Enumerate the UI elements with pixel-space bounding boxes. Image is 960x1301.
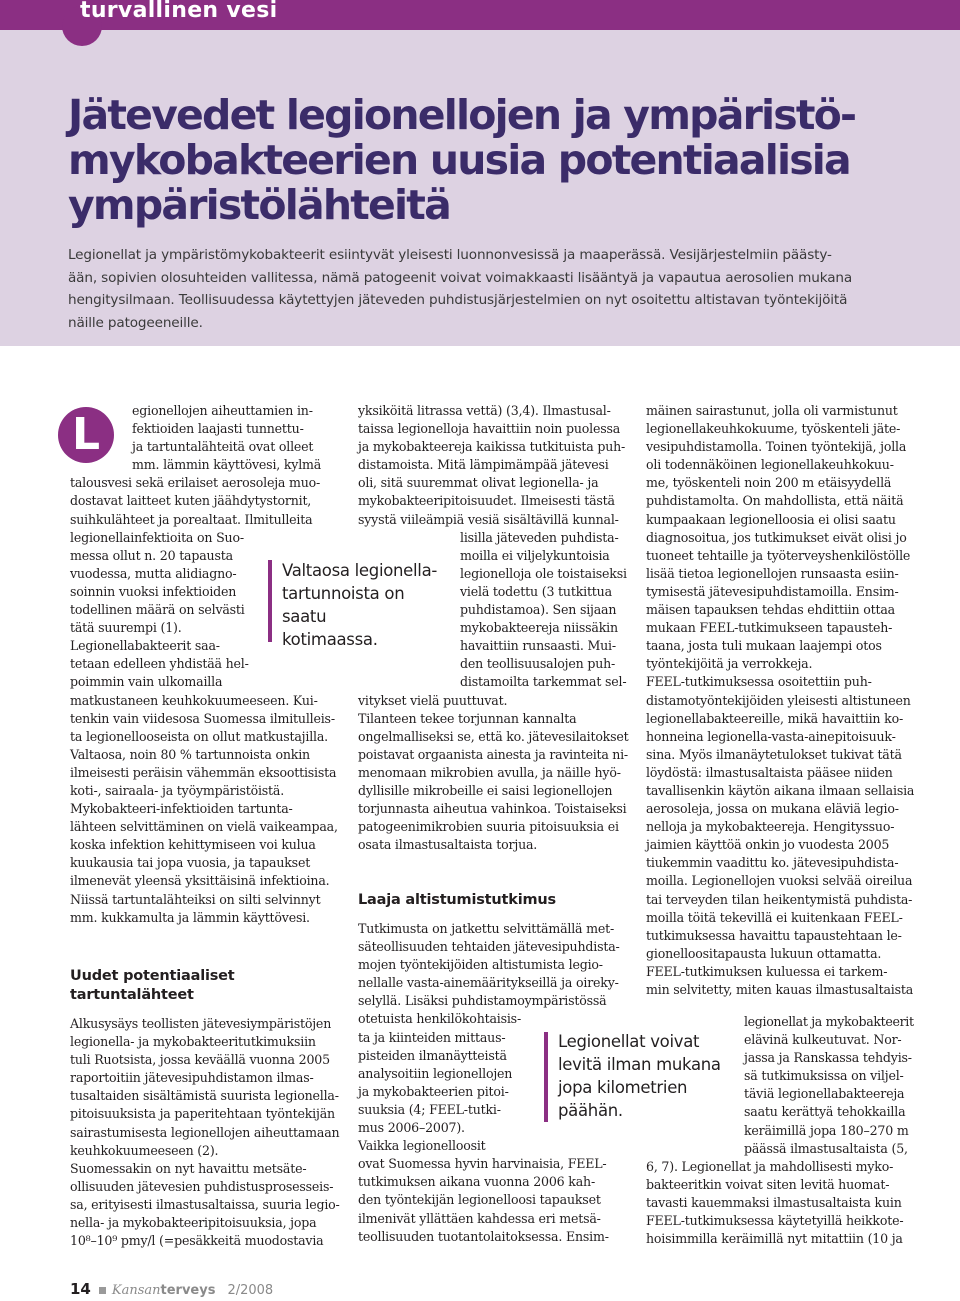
body-line: mm. kukkamulta ja lämmin käyttövesi. <box>70 909 310 925</box>
body-line: lisilla jäteveden puhdista- <box>460 529 619 545</box>
lead-paragraph <box>68 244 910 334</box>
body-line: Mykobakteeri-infektioiden tartunta- <box>70 801 293 817</box>
pull-quote-bar <box>268 560 272 642</box>
body-line: vielä todettu (3 tutkittua <box>460 583 612 599</box>
body-line: vitykset vielä puuttuvat. <box>358 692 508 708</box>
body-line: todellinen määrä on selvästi <box>70 602 245 618</box>
title-line: Jätevedet legionellojen ja ympäristö- <box>68 91 856 139</box>
body-line: ilmeisesti peräisin vähemmän eksoottisista <box>70 764 337 780</box>
body-line: mykobakteereja niissäkin <box>460 620 618 636</box>
body-line: den teollisuusalojen puh- <box>460 656 616 672</box>
body-line: ilmenivät yllättäen kahdessa eri metsä- <box>358 1210 601 1226</box>
body-line: tetaan edelleen yhdistää hel- <box>70 656 249 672</box>
body-line: mojen työntekijöiden altistumista legio- <box>358 957 603 973</box>
drop-cap: L <box>58 407 114 463</box>
body-line: raportoitiin jätevesipuhdistamon ilmas- <box>70 1070 314 1086</box>
body-line: selyllä. Lisäksi puhdistamoympäristössä <box>358 993 607 1009</box>
body-line: tai terveyden tilan heikentymistä puhdista- <box>646 891 913 907</box>
body-line: teollisuuden tuotantolaitoksessa. Ensim- <box>358 1228 609 1244</box>
body-line: ja mykobakteerien pitoi- <box>358 1083 509 1099</box>
pull-quote-2 <box>558 1030 721 1122</box>
page-footer <box>70 1280 273 1298</box>
body-line: sina. Myös ilmanäytetulokset tukivat tätä <box>646 746 902 762</box>
body-column-2 <box>358 402 628 854</box>
page-number: 14 <box>70 1280 91 1298</box>
body-line: nellalle vasta-ainemääritykseillä ja oireky- <box>358 975 619 991</box>
body-line: mukaan FEEL-tutkimukseen tapausteh- <box>646 620 893 636</box>
body-line: mus 2006–2007). <box>358 1120 465 1136</box>
body-line: moilla. Legionellojen vuoksi selvää oireilua <box>646 873 913 889</box>
subheading-new-sources <box>70 967 340 1005</box>
body-line: puhdistamolta. On mahdollista, että näitä <box>646 493 904 509</box>
body-line: tutkimuksen aikana vuonna 2006 kah- <box>358 1174 596 1190</box>
pull-quote-line: Valtaosa legionella- <box>282 561 438 580</box>
lead-line: hengitysilmaan. Teollisuudessa käytettyjen jäteveden puhdistusjärjestelmien on nyt osoitettu altistavan työntekijöitä <box>68 292 848 309</box>
body-line: moilla ei viljelykuntoisia <box>460 547 610 563</box>
body-line: tätä suurempi (1). <box>70 620 182 636</box>
body-line: sairastumisesta legionellojen aiheuttamaan <box>70 1124 340 1140</box>
body-line: koska infektion kehittymiseen voi kulua <box>70 837 316 853</box>
body-line: distamoista. Mitä lämpimämpää jätevesi <box>358 457 609 473</box>
body-line: taana, josta tuli mukaan laajempi otos <box>646 638 882 654</box>
body-line: tuoneet tehtaille ja työterveyshenkilöstölle <box>646 547 911 563</box>
body-line: kumpaakaan legionelloosia ei olisi saatu <box>646 511 896 527</box>
body-line: sa, erityisesti ilmastusaltaissa, suuria legio- <box>70 1196 340 1212</box>
body-line: suihkulähteet ja porealtaat. Ilmitulleita <box>70 511 313 527</box>
body-line: löydöstä: ilmastusaltaista pääsee niiden <box>646 764 893 780</box>
subheading-line: Uudet potentiaaliset <box>70 968 235 984</box>
body-line: tutkimuksessa havaittu tapaustehtaan le- <box>646 927 902 943</box>
body-line: aerosoleja, jossa on mukana eläviä legio- <box>646 801 899 817</box>
subheading-line: tartuntalähteet <box>70 987 194 1003</box>
body-line: poimmin vain ulkomailla <box>70 674 223 690</box>
body-line: tenkin vain viidesosa Suomessa ilmitulleis- <box>70 710 335 726</box>
body-line: FEEL-tutkimuksessa käytetyillä heikkote- <box>646 1213 904 1229</box>
body-line: dostavat laitteet kuten jäähdytystornit, <box>70 493 312 509</box>
body-column-3-end <box>646 1158 916 1248</box>
body-line: Legionellabakteerit saa- <box>70 638 220 654</box>
body-line: FEEL-tutkimuksessa osoitettiin puh- <box>646 674 872 690</box>
body-line: työntekijöitä ja verrokkeja. <box>646 656 813 672</box>
body-line: legionella- ja mykobakteeritutkimuksiin <box>70 1034 316 1050</box>
body-line: suuksia (4; FEEL-tutki- <box>358 1101 501 1117</box>
pull-quote-line: kotimaassa. <box>282 630 378 649</box>
body-line: sä tutkimuksissa on viljel- <box>744 1068 904 1084</box>
body-line: oli todennäköinen legionellakeuhkokuu- <box>646 457 894 473</box>
body-line: 10⁸–10⁹ pmy/l (=pesäkkeitä muodostavia <box>70 1233 324 1249</box>
body-line: FEEL-tutkimuksen kuluessa ei tarkem- <box>646 963 888 979</box>
body-line: koti-, sairaala- ja työympäristöistä. <box>70 782 285 798</box>
body-line: legionellat ja mykobakteerit <box>744 1014 914 1029</box>
body-line: me, työskenteli noin 200 m etäisyydellä <box>646 475 892 491</box>
body-line: 6, 7). Legionellat ja mahdollisesti myko- <box>646 1159 894 1174</box>
body-column-3 <box>646 402 916 999</box>
body-line: tiukemmin vaadittu ko. jätevesipuhdista- <box>646 855 899 871</box>
body-line: legionellakeuhkokuume, työskenteli jäte- <box>646 421 901 437</box>
lead-line: ään, sopivien olosuhteiden vallitessa, nämä patogeenit voivat voimakkaasti lisääntyä ja vapautua aerosolien mukana <box>68 269 853 286</box>
body-line: hoisimmilla keräimillä nyt mitattiin (10 ja <box>646 1231 903 1247</box>
body-line: lisää tietoa legionellojen runsaasta esiin- <box>646 565 899 581</box>
body-line: Tutkimusta on jatkettu selvittämällä met- <box>358 921 615 936</box>
body-line: pisteiden ilmanäytteistä <box>358 1047 507 1063</box>
body-line: torjunnasta aiheutua vahinkoa. Toistaiseksi <box>358 801 627 817</box>
body-line: Valtaosa, noin 80 % tartunnoista onkin <box>70 746 310 762</box>
body-line: tusaltaiden sisältämistä suurista legionella- <box>70 1088 339 1104</box>
body-line: mäisen tapauksen tehdas ehdittiin ottaa <box>646 602 895 618</box>
body-column-1 <box>70 402 340 927</box>
body-line: bakteeritkin voivat siten levitä huomat- <box>646 1177 890 1193</box>
body-line: pitoisuuksista ja paperitehtaan työntekijän <box>70 1106 335 1122</box>
body-line: poistavat orgaanista ainesta ja ravinteita ni- <box>358 746 628 762</box>
body-line: Vaikka legionelloosit <box>358 1138 486 1154</box>
body-line: ongelmalliseksi se, että ko. jätevesilaitokset <box>358 728 629 744</box>
subheading-exposure-study: Laaja altistumistutkimus <box>358 892 556 908</box>
body-line: syystä viileämpiä vesiä sisältävillä kunnal- <box>358 511 619 527</box>
body-line: mykobakteeripitoisuudet. Ilmeisesti tästä <box>358 493 615 509</box>
pull-quote-line: saatu <box>282 607 327 626</box>
pull-quote-line: levitä ilman mukana <box>558 1055 721 1074</box>
body-line: vuodessa, mutta alidiagno- <box>70 565 237 581</box>
body-line: elävinä kulkeutuvat. Nor- <box>744 1032 902 1048</box>
body-line: soinnin vuoksi infektioiden <box>70 583 237 599</box>
pull-quote-line: jopa kilometrien <box>558 1078 688 1097</box>
body-line: taissa legionelloja havaittiin noin puolessa <box>358 421 621 437</box>
body-line: jassa ja Ranskassa tehdyis- <box>744 1050 912 1066</box>
body-line: ja mykobakteereja kaikissa tutkituista puh- <box>358 439 626 455</box>
pull-quote-line: tartunnoista on <box>282 584 405 603</box>
body-line: tavasti kauemmaksi ilmastusaltaista kuin <box>646 1195 902 1211</box>
magazine-name-part2: terveys <box>160 1283 216 1298</box>
pull-quote-line: päähän. <box>558 1101 623 1120</box>
body-line: egionellojen aiheuttamien in- <box>132 403 313 418</box>
body-line: lähteen selvittäminen on vielä vaikeampaa, <box>70 819 338 835</box>
body-line: matkustaneen keuhkokuumeeseen. Kui- <box>70 692 318 708</box>
body-line: fektioiden laajasti tunnettu- <box>132 421 304 437</box>
body-column-1-continued <box>70 1015 340 1250</box>
body-line: messa ollut n. 20 tapausta <box>70 547 233 563</box>
body-line: otetuista henkilökohtaisis- <box>358 1011 522 1027</box>
body-line: jaimien käyttöä onkin jo vuodesta 2005 <box>646 837 890 853</box>
body-line: oli, sitä suuremmat olivat legionella- ja <box>358 475 599 491</box>
body-line: patogeenimikrobien suuria pitoisuuksia ei <box>358 819 619 835</box>
body-line: saatu kerättyä tehokkailla <box>744 1104 906 1120</box>
body-line: ta ja kiinteiden mittaus- <box>358 1029 506 1045</box>
body-line: mm. lämmin käyttövesi, kylmä <box>132 457 322 473</box>
body-line: legionelloja ole toistaiseksi <box>460 565 627 581</box>
body-line: keräimillä jopa 180–270 m <box>744 1122 909 1138</box>
body-line: vesipuhdistamolla. Toinen työntekijä, jolla <box>646 439 907 455</box>
footer-square-icon <box>99 1287 106 1294</box>
lead-line: näille patogeeneille. <box>68 314 203 331</box>
body-line: tymisestä jätevesipuhdistamoilla. Ensim- <box>646 583 899 599</box>
body-line: tavallisenkin käytön aikana ilmaan sellaisia <box>646 782 915 798</box>
title-line: mykobakteerien uusia potentiaalisia <box>68 136 850 184</box>
body-column-3-narrow <box>744 1013 914 1158</box>
body-line: legionellainfektioita on Suo- <box>70 529 244 545</box>
body-line: havaittiin runsaasti. Mui- <box>460 638 616 654</box>
page-title <box>68 93 928 228</box>
body-line: talousvesi sekä erilaiset aerosoleja muo- <box>70 475 321 491</box>
body-line: ollisuuden jätevesien puhdistusprosesseis- <box>70 1178 334 1194</box>
body-line: ovat Suomessa hyvin harvinaisia, FEEL- <box>358 1156 607 1172</box>
body-line: legionellabakteereille, mikä havaittiin ko- <box>646 710 904 726</box>
body-line: yksiköitä litrassa vettä) (3,4). Ilmastusal- <box>358 403 611 418</box>
body-line: keuhkokuumeeseen (2). <box>70 1142 219 1158</box>
body-line: nelloja ja mykobakteereja. Hengityssuo- <box>646 819 895 835</box>
body-line: kuukausia tai jopa vuosia, ja tapaukset <box>70 855 311 871</box>
body-line: osata ilmastusaltaista torjua. <box>358 837 538 853</box>
pull-quote-bar <box>544 1032 548 1122</box>
body-line: täviä legionellabakteereja <box>744 1086 905 1102</box>
body-line: säteollisuuden tehtaiden jätevesipuhdista- <box>358 939 620 955</box>
magazine-name-part1: Kansan <box>111 1283 161 1298</box>
body-line: distamotyöntekijöiden yleisesti altistuneen <box>646 692 911 708</box>
body-line: Alkusysäys teollisten jätevesiympäristöjen <box>70 1016 332 1031</box>
body-line: mäinen sairastunut, jolla oli varmistunut <box>646 403 898 418</box>
body-line: menomaan mikrobien avulla, ja näille hyö- <box>358 764 621 780</box>
body-line: diagnosoitua, jos tutkimukset eivät olisi jo <box>646 529 907 545</box>
body-line: Tilanteen tekee torjunnan kannalta <box>358 710 577 726</box>
body-line: Niissä tartuntalähteiksi on silti selvinnyt <box>70 891 321 907</box>
section-label: turvallinen vesi <box>80 0 278 23</box>
body-line: puhdistamoa). Sen sijaan <box>460 602 617 618</box>
body-line: moilla töitä tekevillä ei kuitenkaan FEEL- <box>646 909 903 925</box>
body-line: honneina legionella-vasta-ainepitoisuuk- <box>646 728 896 744</box>
body-line: distamoilta tarkemmat sel- <box>460 674 627 690</box>
body-line: nella- ja mykobakteeripitoisuuksia, jopa <box>70 1215 317 1231</box>
body-line: min selvitetty, miten kauas ilmastusaltaista <box>646 982 914 997</box>
issue-number: 2/2008 <box>227 1283 274 1298</box>
body-line: den työntekijän legionelloosi tapaukset <box>358 1192 601 1208</box>
title-line: ympäristölähteitä <box>68 181 450 229</box>
body-line: ilmenevät yleensä yksittäisinä infektioina. <box>70 873 330 889</box>
body-line: Suomessakin on nyt havaittu metsäte- <box>70 1160 307 1176</box>
body-line: tuli Ruotsista, jossa keväällä vuonna 2005 <box>70 1052 330 1068</box>
pull-quote-line: Legionellat voivat <box>558 1032 700 1051</box>
lead-line: Legionellat ja ympäristömykobakteerit esiintyvät yleisesti luonnonvesissä ja maaperässä. Vesijärjestelmiin päästy- <box>68 247 832 263</box>
body-line: dyllisille mikrobeille ei saisi legionellojen <box>358 782 613 798</box>
body-line: analysoitiin legionellojen <box>358 1065 513 1081</box>
body-line: gionelloositapausta lukuun ottamatta. <box>646 945 882 961</box>
body-line: päässä ilmastusaltaista (5, <box>744 1140 908 1156</box>
body-line: ja tartuntalähteitä ovat olleet <box>132 439 314 455</box>
body-line: ta legionellooseista on ollut matkustajilla. <box>70 728 328 744</box>
